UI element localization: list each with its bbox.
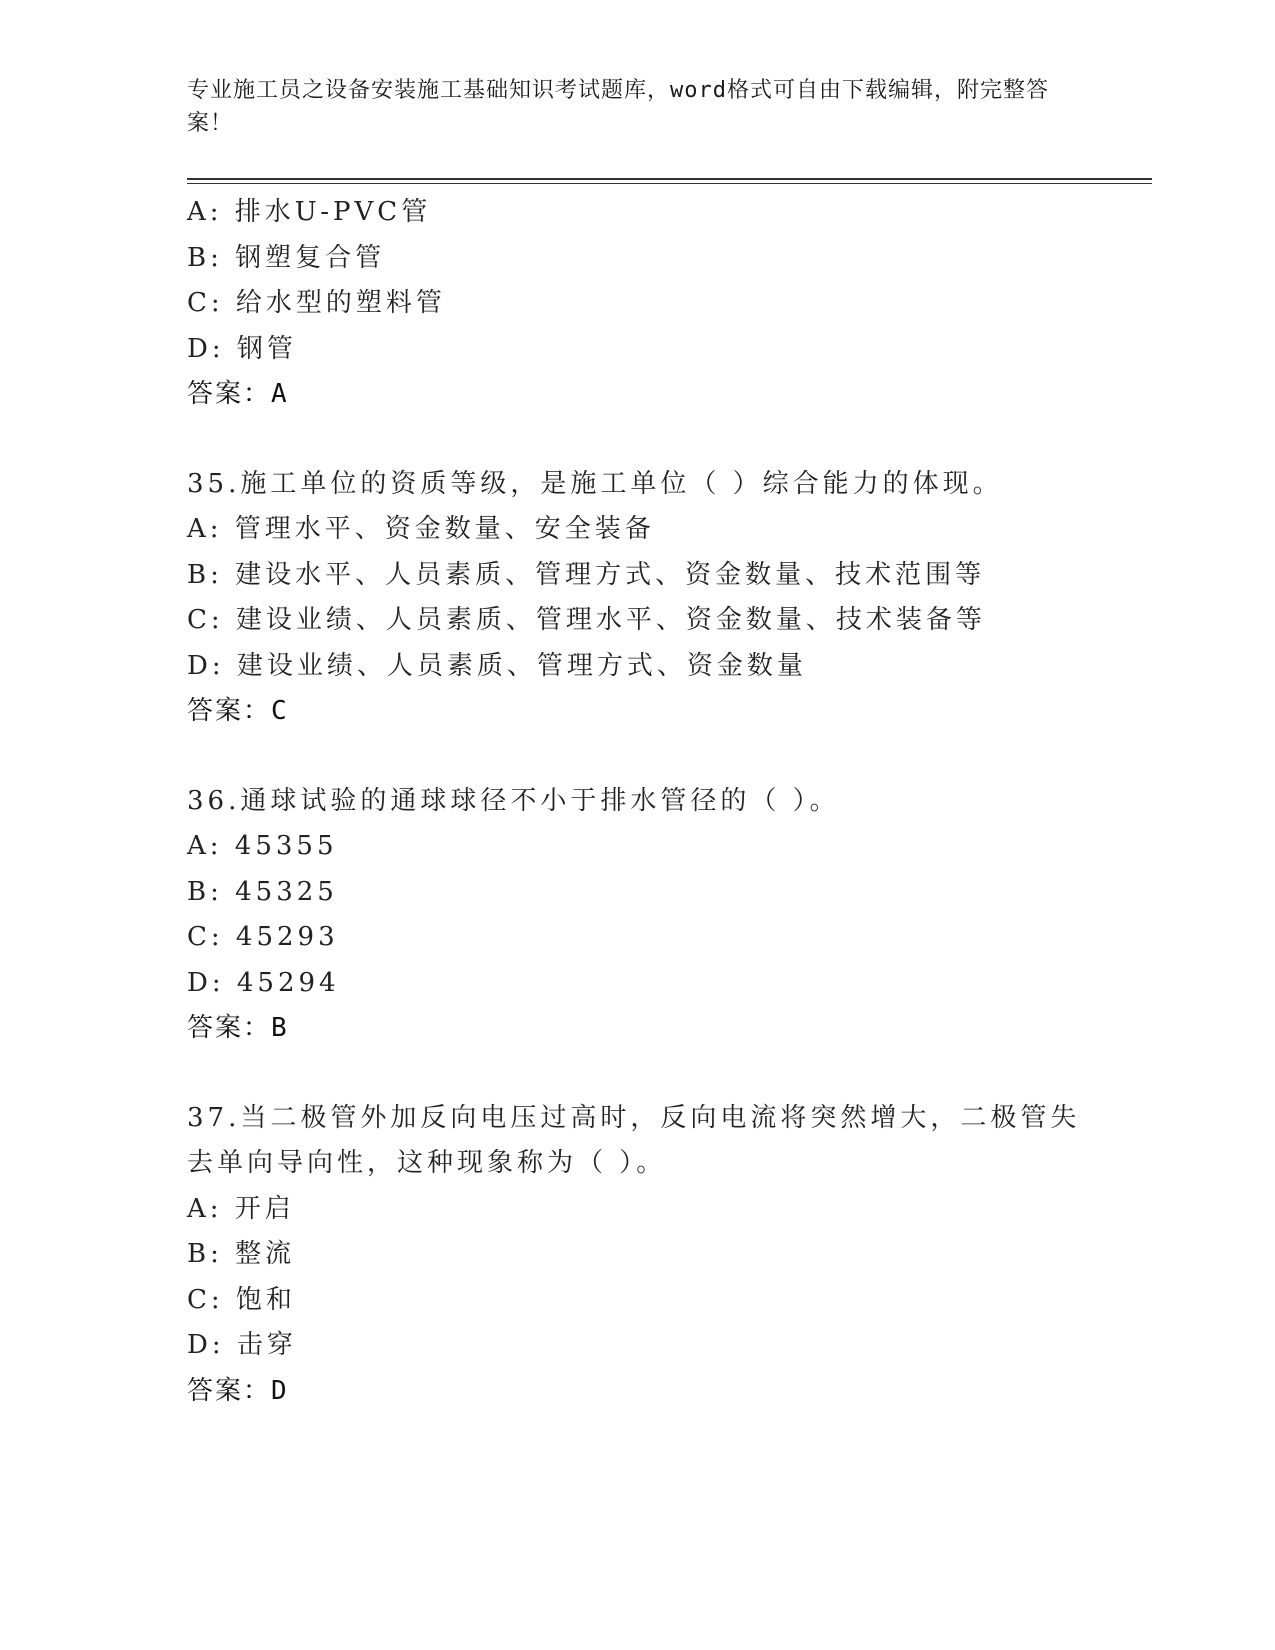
question-stem: 35.施工单位的资质等级，是施工单位（ ）综合能力的体现。 xyxy=(187,468,1003,499)
question-stem: 37.当二极管外加反向电压过高时，反向电流将突然增大，二极管失去单向导向性，这种现象称为（ ）。 xyxy=(187,1102,1081,1178)
option-c: C: 给水型的塑料管 xyxy=(187,288,446,318)
header-divider xyxy=(187,178,1152,184)
question-35 xyxy=(187,462,1087,735)
option-c: C: 饱和 xyxy=(187,1284,296,1315)
answer-line: 答案：A xyxy=(187,379,289,409)
question-spacer xyxy=(187,735,1087,779)
option-d: D: 钢管 xyxy=(187,333,297,364)
question-stem: 36.通球试验的通球球径不小于排水管径的（ ）。 xyxy=(187,785,840,816)
option-c: C: 建设业绩、人员素质、管理水平、资金数量、技术装备等 xyxy=(187,605,986,635)
question-list xyxy=(187,190,1087,1414)
option-b: B: 45325 xyxy=(187,876,338,907)
answer-line: 答案：D xyxy=(187,1375,289,1406)
question-spacer xyxy=(187,1052,1087,1096)
option-b: B: 整流 xyxy=(187,1239,296,1269)
option-d: D: 45294 xyxy=(187,967,340,998)
option-b: B: 钢塑复合管 xyxy=(187,242,386,273)
option-a: A: 45355 xyxy=(187,831,338,861)
question-36 xyxy=(187,779,1087,1052)
option-c: C: 45293 xyxy=(187,922,339,952)
option-a: A: 管理水平、资金数量、安全装备 xyxy=(187,514,655,544)
document-header: 专业施工员之设备安装施工基础知识考试题库，word格式可自由下载编辑，附完整答案！ xyxy=(187,78,1049,136)
question-34-continuation xyxy=(187,190,1087,418)
option-a: A: 排水U-PVC管 xyxy=(187,197,432,227)
answer-line: 答案：C xyxy=(187,696,289,726)
option-a: A: 开启 xyxy=(187,1193,295,1224)
question-37 xyxy=(187,1096,1087,1415)
option-b: B: 建设水平、人员素质、管理方式、资金数量、技术范围等 xyxy=(187,559,986,590)
option-d: D: 击穿 xyxy=(187,1330,297,1360)
option-d: D: 建设业绩、人员素质、管理方式、资金数量 xyxy=(187,650,807,681)
question-spacer xyxy=(187,418,1087,462)
answer-line: 答案：B xyxy=(187,1013,289,1043)
